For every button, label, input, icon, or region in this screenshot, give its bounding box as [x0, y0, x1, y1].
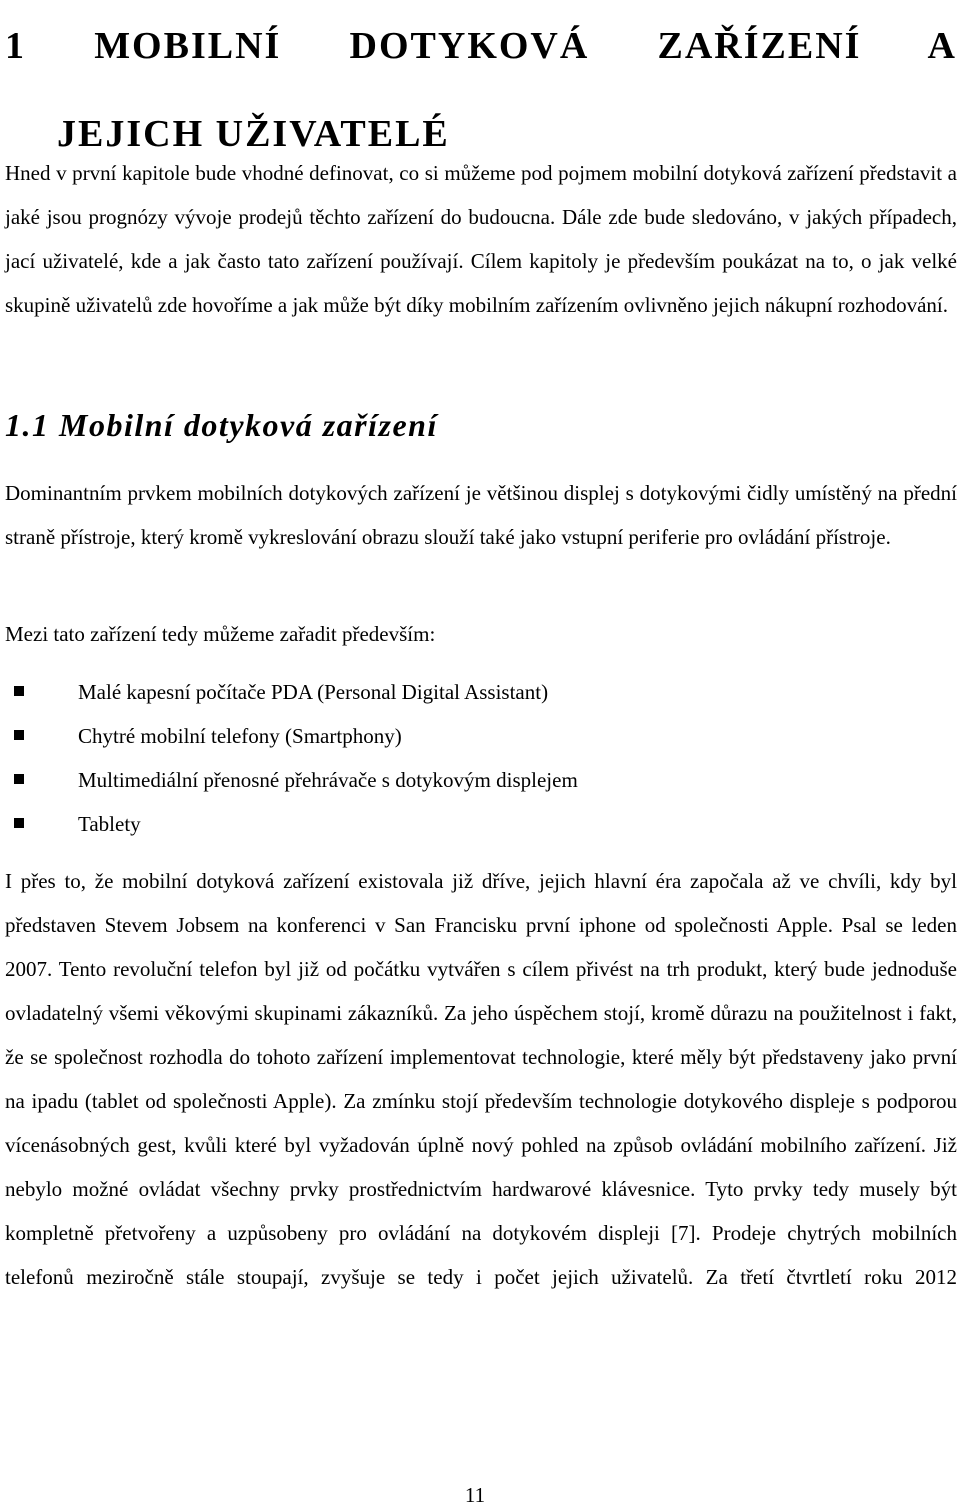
- list-intro: Mezi tato zařízení tedy můžeme zařadit především:: [5, 622, 436, 646]
- square-bullet-icon: [14, 686, 24, 696]
- list-item: [5, 802, 905, 846]
- list-item: [5, 670, 905, 714]
- section-paragraph-2: I přes to, že mobilní dotyková zařízení existovala již dříve, jejich hlavní éra započala až ve chvíli, kdy byl představen Stevem Jobsem na konferenci v San Francisku první iphone od společnosti Apple. Psal se leden 2007. Tento revoluční telefon byl již od počátku vytvářen s cílem přivést na trh produkt, který bude jednoduše ovladatelný všemi věkovými skupinami zákazníků. Za jeho úspěchem stojí, kromě důrazu na použitelnost i fakt, že se společnost rozhodla do tohoto zařízení implementovat technologie, které měly být představeny jako první na ipadu (tablet od společnosti Apple). Za zmínku stojí především technologie dotykového displeje s podporou vícenásobných gest, kvůli které byl vyžadován úplně nový pohled na způsob ovládání mobilního zařízení. Již nebylo možné ovládat všechny prvky prostřednictvím hardwarové klávesnice. Tyto prvky tedy musely být kompletně přetvořeny a uzpůsobeny pro ovládání na dotykovém displeji [7]. Prodeje chytrých mobilních telefonů meziročně stále stoupají, zvyšuje se tedy i počet jejich uživatelů. Za třetí čtvrtletí roku 2012: [5, 869, 957, 1289]
- list-item-text: Tablety: [78, 812, 141, 836]
- list-item-text: Chytré mobilní telefony (Smartphony): [78, 724, 402, 748]
- list-item: [5, 714, 905, 758]
- device-list: [5, 670, 905, 846]
- list-item-text: Multimediální přenosné přehrávače s dotykovým displejem: [78, 768, 578, 792]
- square-bullet-icon: [14, 730, 24, 740]
- square-bullet-icon: [14, 818, 24, 828]
- list-item-text: Malé kapesní počítače PDA (Personal Digital Assistant): [78, 680, 549, 704]
- chapter-title-line-1: 1 MOBILNÍ DOTYKOVÁ ZAŘÍZENÍ A: [5, 25, 957, 67]
- page-number: 11: [464, 1483, 486, 1507]
- intro-paragraph: Hned v první kapitole bude vhodné definovat, co si můžeme pod pojmem mobilní dotyková zařízení představit a jaké jsou prognózy vývoje prodejů těchto zařízení do budoucna. Dále zde bude sledováno, v jakých případech, jací uživatelé, kde a jak často tato zařízení používají. Cílem kapitoly je především poukázat na to, o jak velké skupině uživatelů zde hovoříme a jak může být díky mobilním zařízením ovlivněno jejich nákupní rozhodování.: [5, 161, 957, 317]
- section-paragraph-1: Dominantním prvkem mobilních dotykových zařízení je většinou displej s dotykovými čidly umístěný na přední straně přístroje, který kromě vykreslování obrazu slouží také jako vstupní periferie pro ovládání přístroje.: [5, 481, 957, 549]
- chapter-title-line-2: JEJICH UŽIVATELÉ: [57, 113, 450, 155]
- square-bullet-icon: [14, 774, 24, 784]
- list-item: [5, 758, 905, 802]
- section-title: 1.1 Mobilní dotyková zařízení: [5, 407, 438, 443]
